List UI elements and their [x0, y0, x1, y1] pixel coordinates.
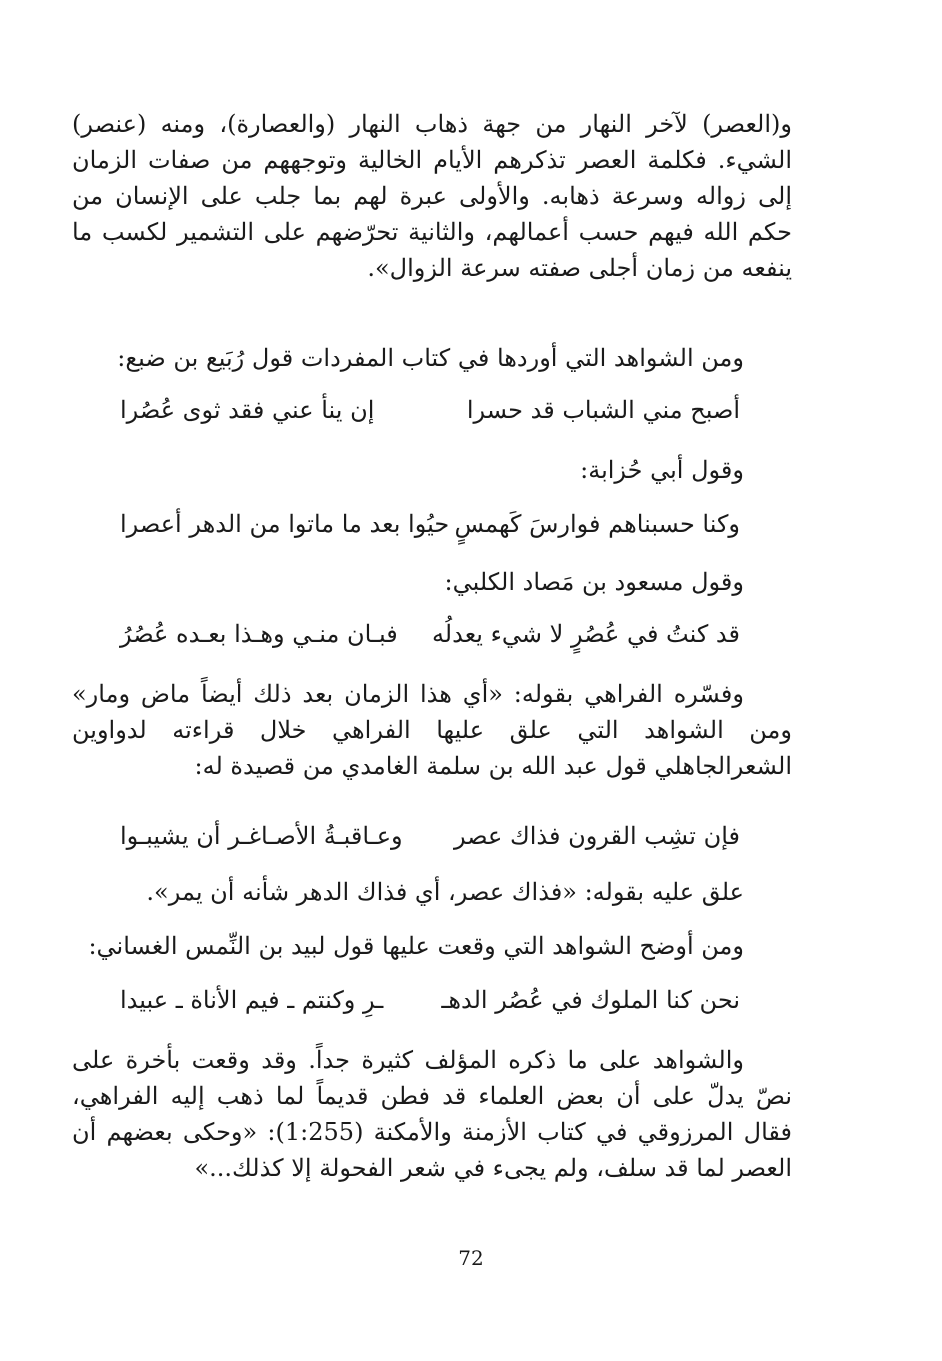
paragraph-abi-huzaba-intro: وقول أبي حُزابة:	[580, 456, 744, 484]
verse-second-hemistich: فبـان منـي وهـذا بعـده عُصُرُ	[120, 620, 398, 648]
verse-first-hemistich: قد كنتُ في عُصُرٍ لا شيء يعدلُه	[431, 620, 740, 648]
verse-first-hemistich: أصبح مني الشباب قد حسرا	[466, 396, 740, 424]
verse-abi-huzaba	[120, 510, 740, 550]
verse-first-hemistich: وكنا حسبناهم فوارسَ كَهمسٍ	[454, 510, 740, 538]
verse-labid	[120, 986, 740, 1026]
verse-second-hemistich: وعـاقبـةُ الأصـاغـر أن يشيبـوا	[120, 822, 403, 850]
verse-first-hemistich: نحن كنا الملوك في عُصُر الدهـ	[441, 986, 740, 1014]
paragraph-labid-intro: ومن أوضح الشواهد التي وقعت عليها قول لبيد بن النِّمس الغساني:	[88, 932, 744, 960]
paragraph-farahi-commentary: وفسّره الفراهي بقوله: «أي هذا الزمان بعد ذلك أيضاً ماض ومار» ومن الشواهد التي علق عليها الفراهي خلال قراءته لدواوين الشعرالجاهلي قول عبد الله بن سلمة الغامدي من قصيدة له:	[72, 680, 792, 780]
page-number: 72	[458, 1246, 484, 1270]
verse-second-hemistich: ـرِ وكنتم ـ فيم الأناة ـ عبيدا	[120, 986, 384, 1014]
paragraph-farahi-note: علق عليه بقوله: «فذاك عصر، أي فذاك الدهر شأنه أن يمر».	[146, 878, 744, 906]
verse-second-hemistich: إن ينأ عني فقد ثوى عُصُرا	[120, 396, 375, 424]
paragraph-rubai-intro: ومن الشواهد التي أوردها في كتاب المفردات قول رُبَيع بن ضبع:	[117, 344, 744, 372]
paragraph-asr-definition: و(العصر) لآخر النهار من جهة ذهاب النهار (والعصارة)، ومنه (عنصر) الشيء. فكلمة العصر تذكرهم الأيام الخالية وتوجههم من صفات الزمان إلى زواله وسرعة ذهابه. والأولى عبرة لهم بما جلب على الإنسان من حكم الله فيهم حسب أعمالهم، والثانية تحرّضهم على التشمير لكسب ما ينفعه من زمان أجلى صفته سرعة الزوال».	[72, 110, 792, 282]
verse-first-hemistich: فإن تشِب القرون فذاك عصر	[453, 822, 740, 850]
paragraph-marzuqi-quote: والشواهد على ما ذكره المؤلف كثيرة جداً. وقد وقعت بأخرة على نصّ يدلّ على أن بعض العلماء قد فطن قديماً لما ذهب إليه الفراهي، فقال المرزوقي في كتاب الأزمنة والأمكنة (1:255): «وحكى بعضهم أن العصر لما قد سلف، ولم يجىء في شعر الفحولة إلا كذلك...»	[72, 1046, 792, 1182]
verse-ghamidi	[120, 822, 740, 862]
paragraph-masud-intro: وقول مسعود بن مَصاد الكلبي:	[444, 568, 744, 596]
verse-masud	[120, 620, 740, 660]
verse-rubai	[120, 396, 740, 436]
verse-second-hemistich: حيُوا بعد ما ماتوا من الدهر أعصرا	[120, 510, 450, 538]
